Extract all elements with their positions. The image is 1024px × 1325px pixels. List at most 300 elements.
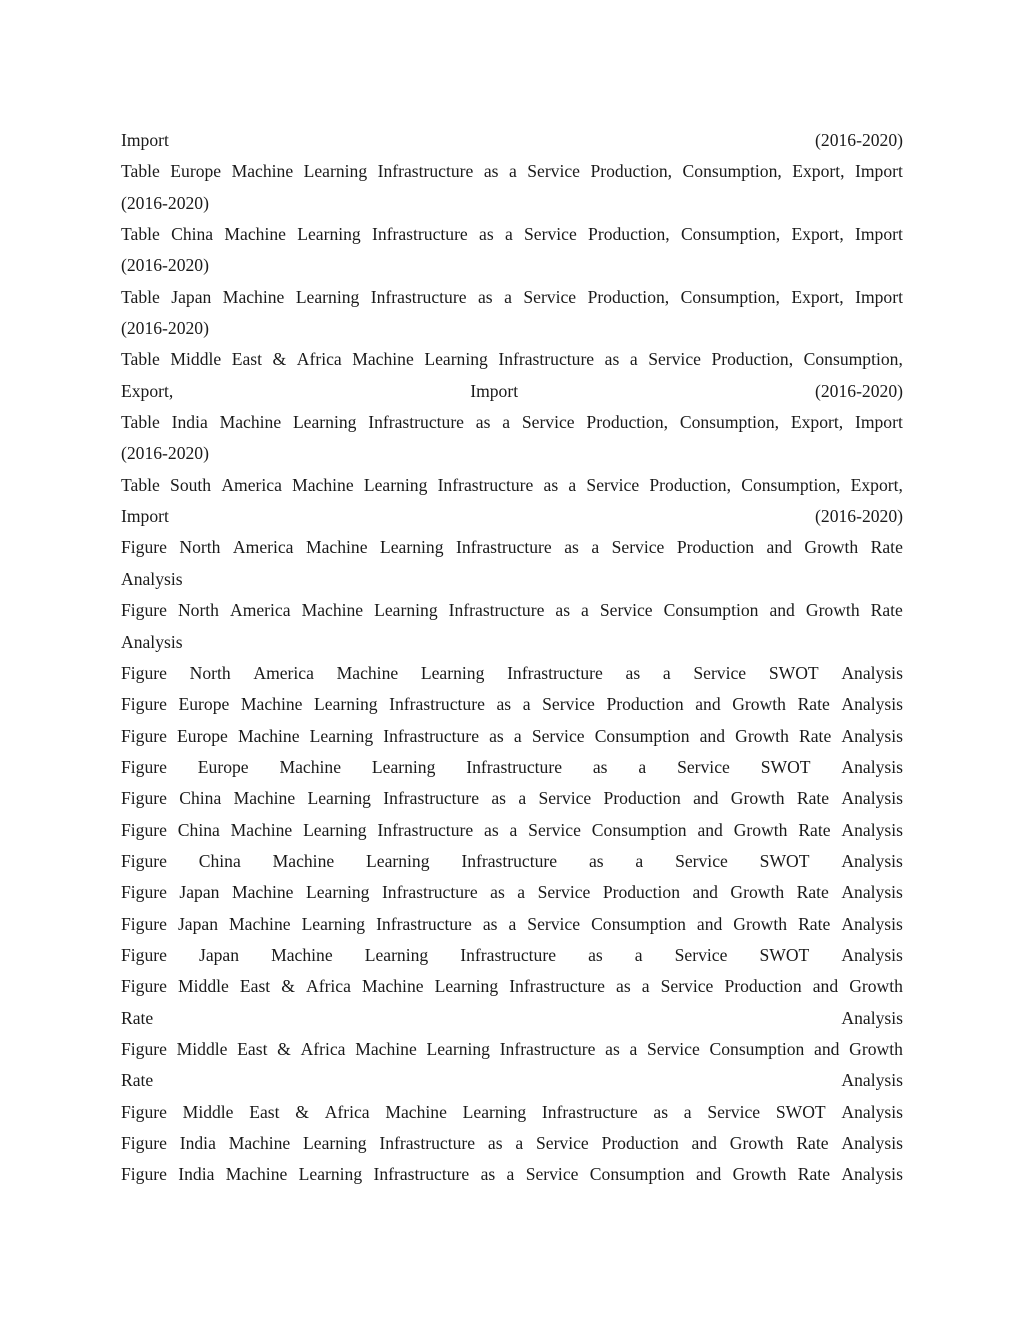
word: a [634, 944, 643, 965]
word: as [482, 913, 498, 934]
word: Service [537, 882, 591, 903]
word: as [487, 1133, 503, 1153]
word: as [477, 286, 493, 307]
word: a [502, 412, 511, 433]
word: Japan [198, 944, 240, 965]
word: Service [660, 976, 714, 997]
word: Export, [791, 224, 844, 245]
word: Infrastructure [437, 474, 534, 495]
word: Machine [224, 224, 286, 245]
word: Analysis [841, 756, 903, 777]
text-line [121, 1159, 903, 1190]
word: as [588, 850, 604, 871]
word: Machine [228, 1133, 291, 1153]
word: Service [542, 694, 595, 715]
word: Figure [121, 944, 167, 965]
word: a [515, 1133, 524, 1153]
word: (2016-2020) [121, 318, 209, 339]
word: Machine [279, 756, 342, 777]
word: Europe [177, 725, 228, 746]
word: Service [528, 819, 581, 840]
word: (2016-2020) [121, 192, 209, 213]
word: Learning [434, 976, 499, 997]
text-line [121, 376, 903, 407]
word: and [691, 1133, 717, 1153]
word: a [683, 1101, 692, 1122]
word: Learning [420, 662, 485, 683]
word: and [697, 819, 723, 840]
word: Growth [735, 725, 789, 746]
word: Rate [796, 882, 829, 903]
word: America [232, 537, 294, 558]
word: Table [121, 349, 160, 370]
word: SWOT [775, 1101, 826, 1122]
word: Service [611, 537, 665, 558]
word: Export, [850, 474, 903, 495]
word: Machine [355, 1038, 417, 1059]
word: Growth [732, 694, 786, 715]
word: Learning [462, 1101, 527, 1122]
text-line [121, 501, 903, 532]
word: Rate [797, 1164, 831, 1185]
word: Growth [733, 913, 788, 934]
text-line [121, 282, 903, 313]
word: Infrastructure [460, 944, 557, 965]
word: a [509, 819, 518, 840]
word: China [179, 788, 222, 809]
word: Consumption [591, 913, 686, 934]
word: and [693, 788, 719, 809]
word: Europe [197, 756, 249, 777]
word: Infrastructure [377, 161, 474, 182]
text-line [121, 909, 903, 940]
word: Japan [177, 913, 218, 934]
word: Production, [590, 161, 673, 182]
word: Infrastructure [381, 882, 478, 903]
word: Consumption [663, 600, 759, 621]
word: Export, [121, 380, 174, 401]
word: Analysis [841, 882, 903, 903]
word: Consumption, [803, 349, 903, 370]
word: Consumption, [680, 224, 781, 245]
word: Rate [797, 694, 830, 715]
word: Learning [371, 756, 436, 777]
word: Production [601, 1133, 679, 1153]
word: Import [855, 286, 903, 307]
word: Import [854, 412, 903, 433]
word: India [178, 1164, 215, 1185]
word: Analysis [841, 1133, 903, 1153]
word: Production, [588, 224, 670, 245]
word: Machine [230, 819, 293, 840]
word: Production, [711, 349, 794, 370]
text-line [121, 783, 903, 814]
word: Production [724, 976, 802, 997]
text-line [121, 188, 903, 219]
text-line [121, 564, 903, 595]
word: Consumption, [680, 286, 780, 307]
text-line [121, 1065, 903, 1096]
word: Learning [366, 850, 430, 871]
word: Analysis [121, 568, 183, 589]
text-line [121, 627, 903, 658]
word: Learning [314, 694, 378, 715]
text-line [121, 1003, 903, 1034]
word: Production [676, 537, 755, 558]
word: a [504, 224, 513, 245]
word: Learning [298, 1164, 363, 1185]
word: as [604, 349, 620, 370]
word: (2016-2020) [815, 380, 903, 401]
word: as [564, 537, 579, 558]
word: Infrastructure [383, 788, 480, 809]
word: Import [855, 224, 903, 245]
word: East [249, 1101, 280, 1122]
text-line [121, 407, 903, 438]
word: Production, [649, 474, 731, 495]
word: Import [855, 161, 903, 182]
word: Consumption [591, 819, 687, 840]
word: Infrastructure [377, 819, 474, 840]
word: Rate [799, 725, 832, 746]
word: China [198, 850, 241, 871]
word: a [638, 756, 647, 777]
word: Figure [121, 819, 167, 840]
word: SWOT [768, 662, 819, 683]
text-line [121, 156, 903, 187]
word: Table [121, 286, 160, 307]
word: Growth [730, 788, 785, 809]
word: Machine [271, 944, 333, 965]
word: Analysis [841, 694, 903, 715]
word: Consumption, [679, 412, 780, 433]
word: Infrastructure [379, 1133, 476, 1153]
word: as [484, 819, 499, 840]
word: Growth [730, 882, 785, 903]
word: Consumption, [682, 161, 782, 182]
word: Europe [178, 694, 230, 715]
word: Figure [121, 756, 167, 777]
word: Analysis [841, 819, 903, 840]
word: Machine [219, 412, 282, 433]
word: as [490, 882, 505, 903]
word: Table [121, 224, 160, 245]
word: as [625, 662, 641, 683]
word: Learning [303, 819, 367, 840]
word: a [504, 286, 512, 307]
word: & [281, 976, 295, 997]
word: Learning [363, 474, 428, 495]
word: Africa [296, 349, 342, 370]
word: Service [524, 224, 577, 245]
word: a [506, 1164, 515, 1185]
word: Middle [178, 976, 229, 997]
text-line [121, 1034, 903, 1065]
text-line [121, 470, 903, 501]
text-line [121, 344, 903, 375]
word: Learning [292, 412, 357, 433]
word: Africa [306, 976, 351, 997]
word: Infrastructure [507, 662, 603, 683]
word: East [239, 976, 271, 997]
word: Service [523, 286, 577, 307]
word: Machine [336, 662, 399, 683]
word: Machine [305, 537, 368, 558]
word: Machine [272, 850, 335, 871]
word: (2016-2020) [815, 130, 903, 150]
word: Table [121, 474, 160, 495]
word: Infrastructure [541, 1101, 638, 1122]
word: Machine [385, 1101, 447, 1122]
word: Growth [732, 1164, 787, 1185]
word: Infrastructure [372, 224, 468, 245]
word: Rate [798, 819, 831, 840]
word: a [517, 882, 526, 903]
word: Infrastructure [373, 1164, 470, 1185]
word: as [496, 694, 512, 715]
word: as [489, 725, 504, 746]
word: SWOT [759, 850, 810, 871]
word: and [814, 1038, 840, 1059]
word: Figure [121, 850, 167, 871]
word: Learning [364, 944, 429, 965]
word: as [480, 1164, 496, 1185]
text-line [121, 1128, 903, 1159]
word: Analysis [841, 1101, 903, 1122]
document-text-block [121, 125, 903, 1191]
word: Infrastructure [499, 1038, 596, 1059]
word: Service [707, 1101, 761, 1122]
word: Machine [222, 286, 285, 307]
word: Japan [179, 882, 220, 903]
word: Figure [121, 1101, 167, 1122]
word: Consumption [594, 725, 690, 746]
word: Figure [121, 537, 167, 558]
word: Service [674, 944, 728, 965]
word: Service [677, 756, 730, 777]
word: Consumption [709, 1038, 805, 1059]
word: Africa [300, 1038, 346, 1059]
text-line [121, 595, 903, 626]
word: and [695, 694, 721, 715]
word: as [616, 976, 631, 997]
word: Growth [849, 976, 903, 997]
word: Service [693, 662, 747, 683]
word: North [177, 600, 219, 621]
word: and [812, 976, 839, 997]
word: America [229, 600, 291, 621]
word: Middle [170, 349, 222, 370]
word: (2016-2020) [815, 506, 903, 527]
word: Export, [792, 161, 845, 182]
word: & [295, 1101, 309, 1122]
word: Analysis [841, 1164, 903, 1185]
word: Machine [231, 161, 294, 182]
word: Infrastructure [498, 349, 595, 370]
word: Learning [303, 1133, 367, 1153]
word: Import [121, 130, 169, 150]
word: Service [599, 600, 653, 621]
word: America [253, 662, 314, 683]
word: Service [521, 412, 575, 433]
word: Analysis [841, 662, 903, 683]
word: a [591, 537, 600, 558]
word: Figure [121, 600, 167, 621]
word: Machine [362, 976, 424, 997]
word: Infrastructure [389, 694, 485, 715]
word: Analysis [841, 1070, 903, 1091]
word: Service [648, 349, 701, 370]
word: Export, [790, 412, 844, 433]
word: Infrastructure [376, 913, 472, 934]
word: Figure [121, 1038, 167, 1059]
word: and [699, 725, 726, 746]
word: Rate [796, 1133, 829, 1153]
word: Rate [796, 788, 830, 809]
word: Service [525, 1164, 579, 1185]
word: Growth [804, 537, 859, 558]
text-line [121, 1097, 903, 1128]
word: as [543, 474, 559, 495]
text-line [121, 752, 903, 783]
word: Consumption, [741, 474, 841, 495]
word: and [766, 537, 792, 558]
word: Figure [121, 913, 167, 934]
word: (2016-2020) [121, 443, 209, 464]
word: Japan [171, 286, 212, 307]
text-line [121, 438, 903, 469]
word: Middle [176, 1038, 228, 1059]
word: a [629, 349, 638, 370]
word: Figure [121, 882, 167, 903]
word: as [592, 756, 608, 777]
word: Production [602, 882, 681, 903]
word: Service [535, 1133, 589, 1153]
word: a [581, 600, 589, 621]
word: Figure [121, 1164, 167, 1185]
word: Import [121, 506, 169, 527]
word: Machine [225, 1164, 288, 1185]
word: Table [121, 412, 160, 433]
word: Machine [233, 788, 296, 809]
word: and [692, 882, 718, 903]
word: Infrastructure [461, 850, 558, 871]
word: North [179, 537, 221, 558]
word: Growth [849, 1038, 903, 1059]
word: Machine [301, 600, 364, 621]
text-line [121, 658, 903, 689]
word: Rate [121, 1070, 154, 1091]
word: Analysis [841, 1007, 903, 1028]
word: Import [470, 380, 519, 401]
word: (2016-2020) [121, 255, 209, 276]
word: as [555, 600, 571, 621]
word: Learning [380, 537, 444, 558]
word: Learning [309, 725, 374, 746]
word: India [171, 412, 208, 433]
word: Service [538, 788, 592, 809]
word: Rate [870, 600, 903, 621]
text-line [121, 532, 903, 563]
word: Figure [121, 788, 167, 809]
word: Service [527, 161, 580, 182]
word: Learning [305, 882, 370, 903]
text-line [121, 940, 903, 971]
word: Infrastructure [370, 286, 467, 307]
word: a [508, 161, 517, 182]
word: Analysis [121, 631, 183, 652]
text-line [121, 250, 903, 281]
word: Machine [229, 913, 291, 934]
word: Export, [791, 286, 844, 307]
word: & [272, 349, 287, 370]
word: Production, [587, 286, 670, 307]
word: a [641, 976, 650, 997]
word: Learning [297, 224, 361, 245]
word: as [605, 1038, 620, 1059]
word: China [177, 819, 220, 840]
text-line [121, 971, 903, 1002]
text-line [121, 219, 903, 250]
word: and [695, 1164, 722, 1185]
word: SWOT [759, 944, 810, 965]
word: Rate [870, 537, 903, 558]
word: as [653, 1101, 669, 1122]
word: a [518, 788, 527, 809]
word: Africa [324, 1101, 370, 1122]
word: Figure [121, 976, 167, 997]
word: Learning [301, 913, 366, 934]
word: South [170, 474, 212, 495]
word: Service [531, 725, 585, 746]
word: Analysis [841, 944, 903, 965]
word: as [588, 944, 603, 965]
word: Infrastructure [383, 725, 480, 746]
word: Table [121, 161, 160, 182]
word: Infrastructure [448, 600, 545, 621]
word: East [237, 1038, 268, 1059]
word: Learning [295, 286, 360, 307]
text-line [121, 815, 903, 846]
word: & [277, 1038, 291, 1059]
word: Machine [240, 694, 303, 715]
word: Infrastructure [466, 756, 563, 777]
word: Machine [231, 882, 294, 903]
word: Service [675, 850, 728, 871]
word: a [568, 474, 577, 495]
word: and [696, 913, 723, 934]
word: Infrastructure [368, 412, 464, 433]
word: Learning [307, 788, 371, 809]
word: Machine [352, 349, 414, 370]
word: as [483, 161, 499, 182]
word: as [479, 224, 494, 245]
word: North [189, 662, 231, 683]
word: Analysis [841, 788, 903, 809]
text-line [121, 846, 903, 877]
word: Learning [303, 161, 368, 182]
word: SWOT [760, 756, 811, 777]
word: Service [647, 1038, 700, 1059]
word: a [508, 913, 517, 934]
word: Analysis [841, 850, 903, 871]
word: Infrastructure [509, 976, 605, 997]
word: Infrastructure [455, 537, 552, 558]
word: Machine [292, 474, 354, 495]
word: East [231, 349, 263, 370]
word: Growth [729, 1133, 784, 1153]
word: America [221, 474, 282, 495]
